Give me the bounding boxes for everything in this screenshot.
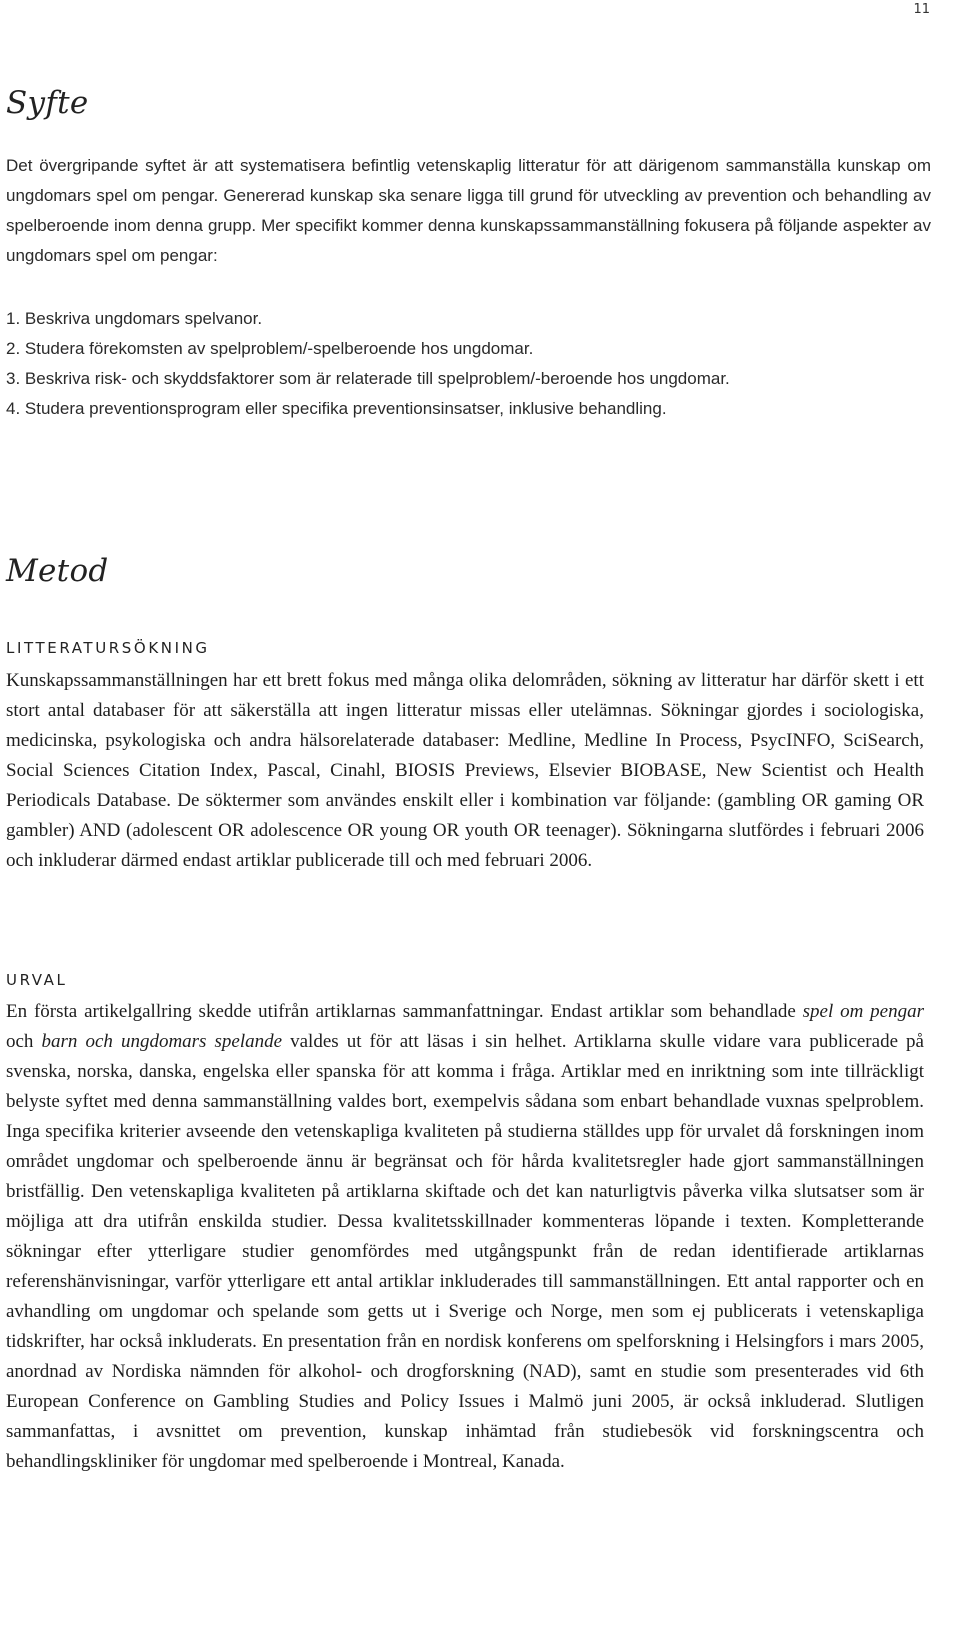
list-item: 4. Studera preventionsprogram eller specifika preventionsinsatser, inklusive behandling. <box>6 399 667 418</box>
syfte-intro-paragraph: Det övergripande syftet är att systematisera befintlig vetenskaplig litteratur för att därigenom sammanställa kunskap om ungdomars spel om pengar. Genererad kunskap ska senare ligga till grund för utveckling av prevention och behandling av spelberoende inom denna grupp. Mer specifikt kommer denna kunskapssammanställning fokusera på följande aspekter av ungdomars spel om pengar: <box>6 156 931 265</box>
urval-italic-term: barn och ungdomars spelande <box>41 1031 283 1052</box>
syfte-heading: Syfte <box>6 85 89 121</box>
urval-text-part: valdes ut för att läsas i sin helhet. Artiklarna skulle vidare vara publicerade på svenska, norska, danska, engelska eller spanska för att komma i fråga. Artiklar med en inriktning som inte tillräckligt belyste syftet med denna sammanställning valdes bort, exempelvis sådana som enbart behandlade vuxnas spelproblem. Inga specifika kriterier avseende den vetenskapliga kvaliteten på studierna ställdes upp för urvalet då forskningen inom området ungdomar och spelberoende ännu är begränsat och för hårda kvalitetsregler hade gjort sammanställningen bristfällig. Den vetenskapliga kvaliteten på artiklarna skiftade och det kan naturligtvis påverka vilka slutsatser som är möjliga att dra utifrån enskilda studier. Dessa kvalitetsskillnader kommenteras löpande i texten. Kompletterande sökningar efter ytterligare studier genomfördes med utgångspunkt från de redan identifierade artiklarnas referenshänvisningar, varför ytterligare ett antal artiklar inkluderades till sammanställningen. Ett antal rapporter och en avhandling om ungdomar och spelande som getts ut i Sverige och Norge, men som ej publicerats i vetenskapliga tidskrifter, har också inkluderats. En presentation från en nordisk konferens om spelforskning i Helsingfors i mars 2005, anordnad av Nordiska nämnden för alkohol- och drogforskning (NAD), samt en studie som presenterades vid 6th European Conference on Gambling Studies and Policy Issues i Malmö juni 2005, är också inkluderad. Slutligen sammanfattas, i avsnittet om prevention, kunskap inhämtad från studiebesök vid forskningscentra och behandlingskliniker för ungdomar med spelberoende i Montreal, Kanada. <box>6 1031 924 1472</box>
syfte-aspect-list <box>6 304 931 424</box>
list-item: 1. Beskriva ungdomars spelvanor. <box>6 309 263 328</box>
list-item: 3. Beskriva risk- och skyddsfaktorer som är relaterade till spelproblem/-beroende hos ungdomar. <box>6 369 730 388</box>
urval-text-part: En första artikelgallring skedde utifrån artiklarnas sammanfattningar. Endast artiklar som behandlade <box>6 1001 803 1022</box>
litteratursokning-subheading: LITTERATURSÖKNING <box>6 639 210 657</box>
urval-paragraph <box>6 997 924 1477</box>
list-item: 2. Studera förekomsten av spelproblem/-spelberoende hos ungdomar. <box>6 339 534 358</box>
urval-text-part: och <box>6 1031 42 1052</box>
litteratursokning-paragraph: Kunskapssammanställningen har ett brett fokus med många olika delområden, sökning av litteratur har därför skett i ett stort antal databaser för att säkerställa att ingen litteratur missas eller utelämnas. Sökningar gjordes i sociologiska, medicinska, psykologiska och andra hälsorelaterade databaser: Medline, Medline In Process, PsycINFO, SciSearch, Social Sciences Citation Index, Pascal, Cinahl, BIOSIS Previews, Elsevier BIOBASE, New Scientist och Health Periodicals Database. De söktermer som användes enskilt eller i kombination var följande: (gambling OR gaming OR gambler) AND (adolescent OR adolescence OR young OR youth OR teenager). Sökningarna slutfördes i februari 2006 och inkluderar därmed endast artiklar publicerade till och med februari 2006. <box>6 670 924 871</box>
metod-heading: Metod <box>6 553 109 589</box>
urval-italic-term: spel om pengar <box>802 1001 924 1022</box>
page-number: 11 <box>913 2 930 17</box>
urval-subheading: URVAL <box>6 971 68 989</box>
